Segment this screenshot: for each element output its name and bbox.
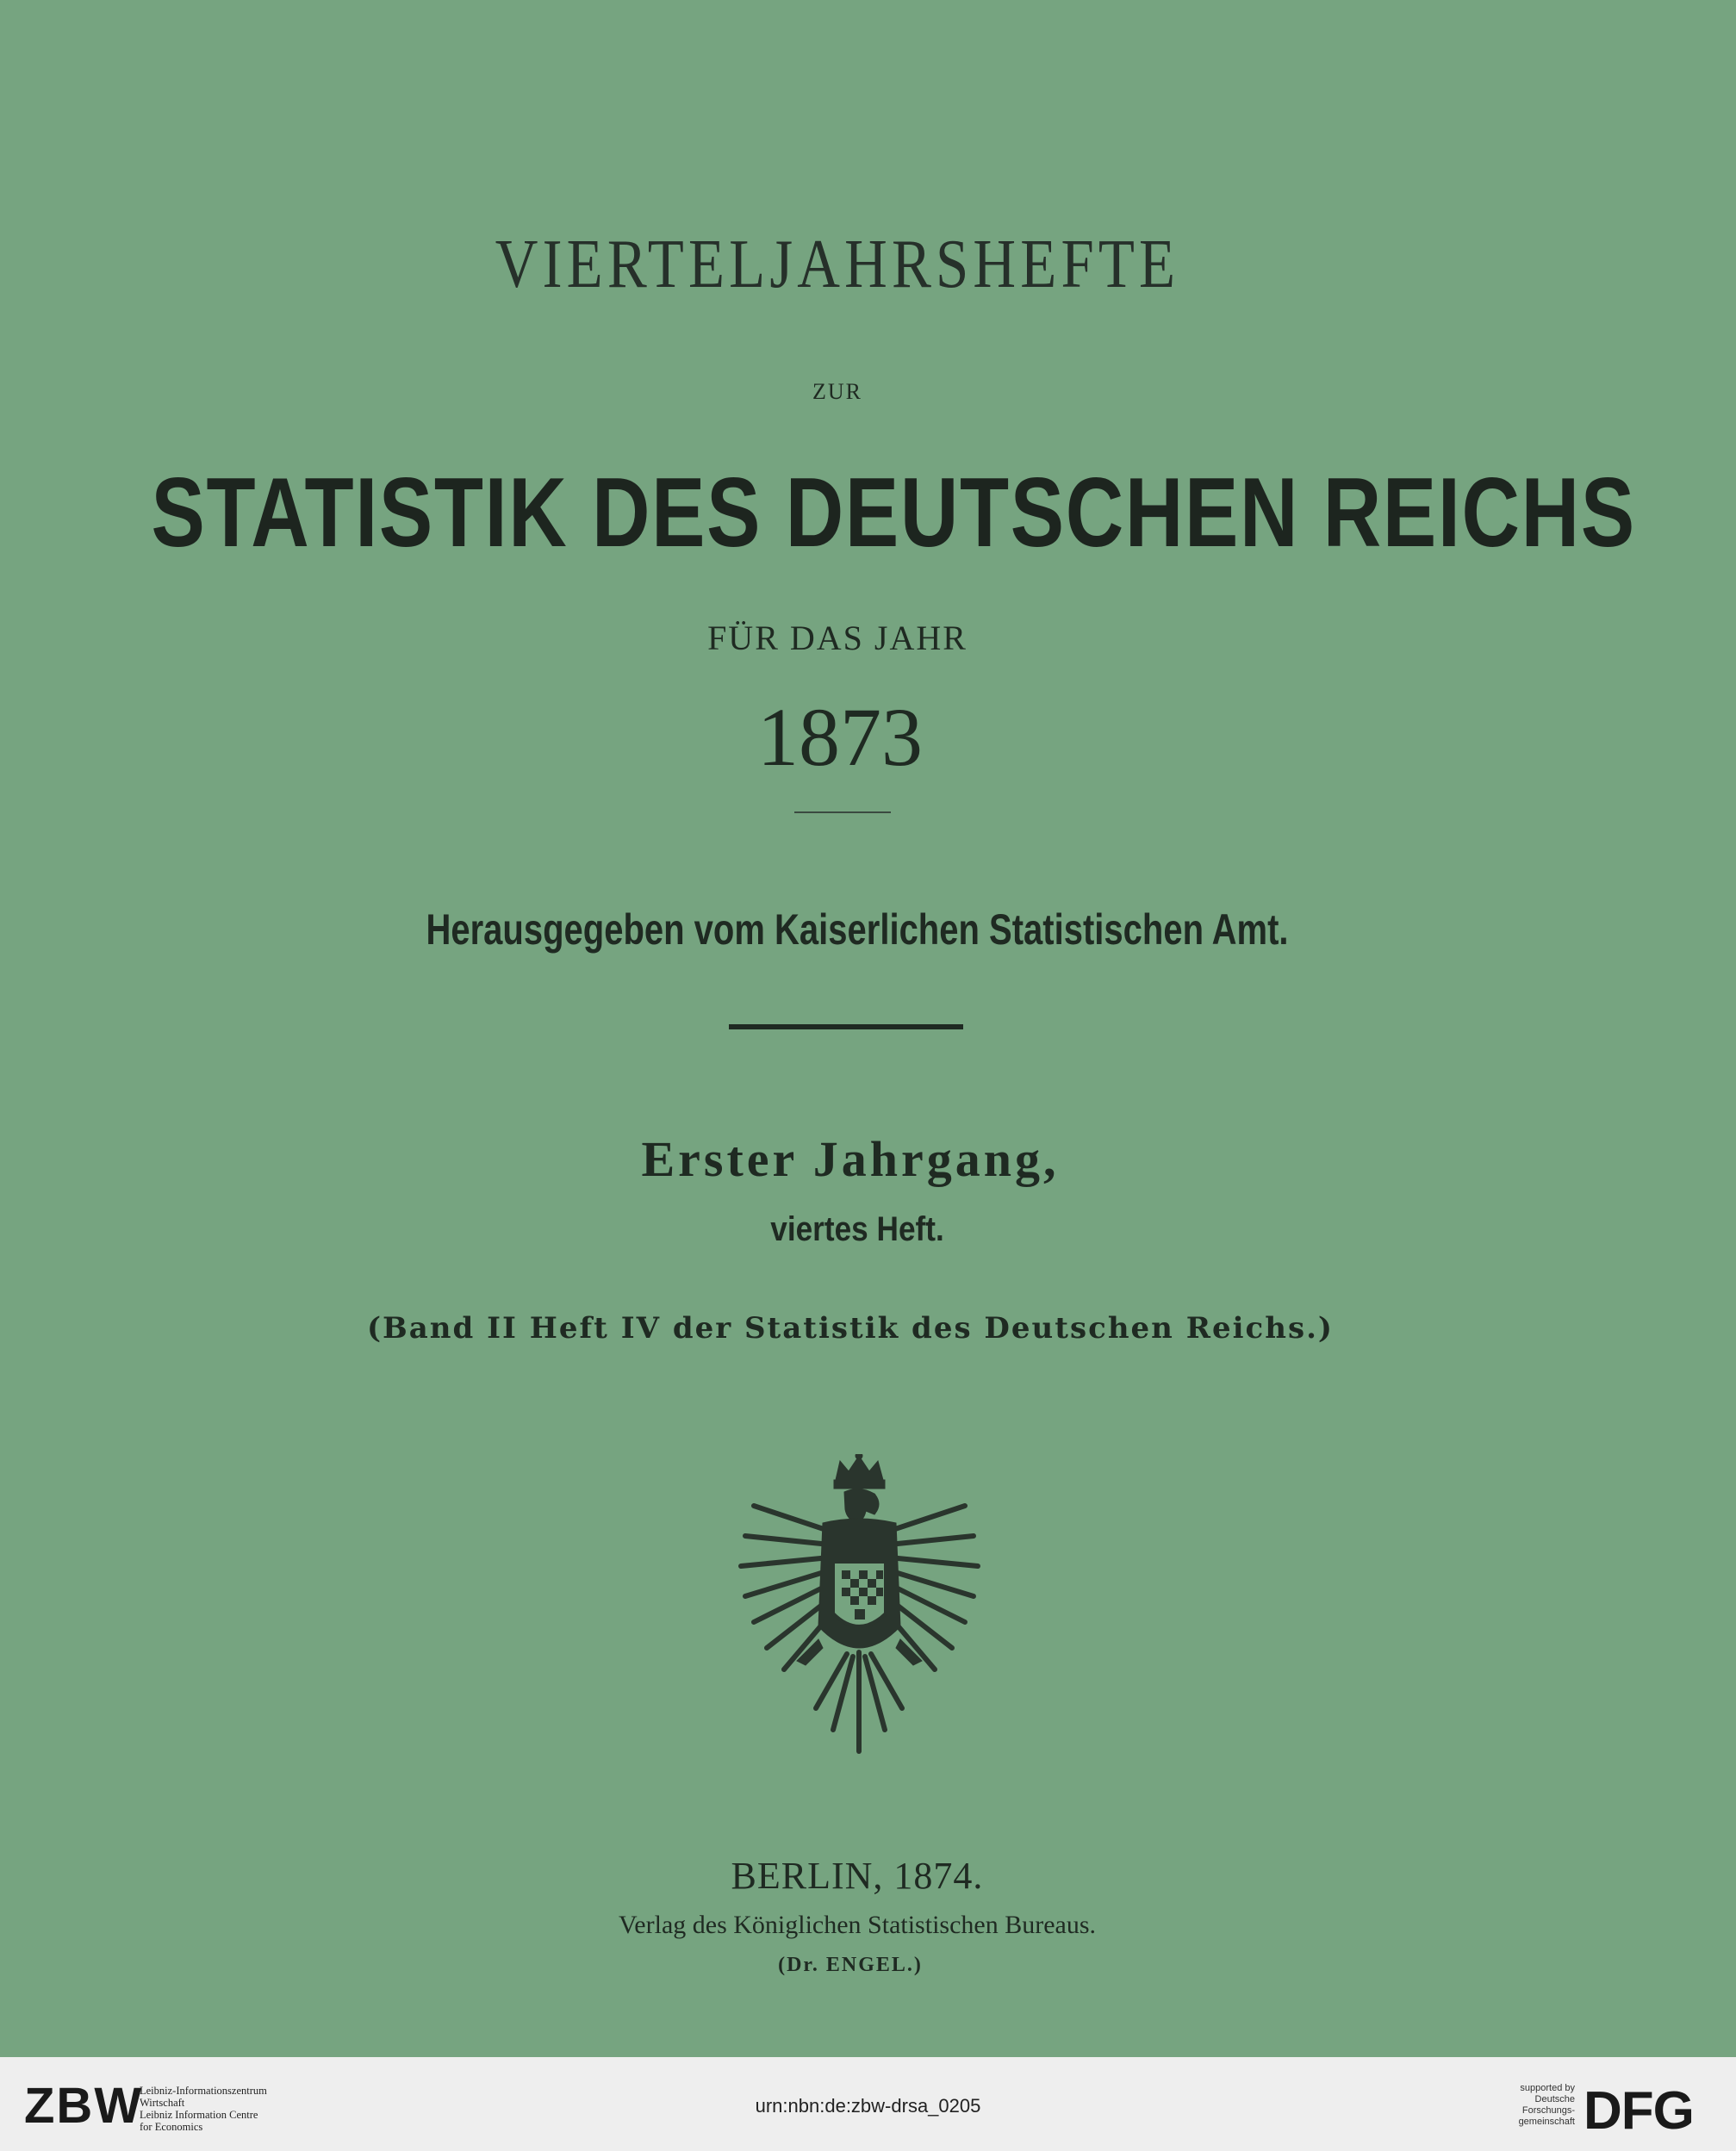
zbw-line: Leibniz-Informationszentrum [140,2085,267,2097]
support-line: supported by [1520,2083,1575,2093]
support-line: Forschungs- [1521,2105,1575,2116]
support-line: Deutsche [1534,2094,1575,2104]
series-title: VIERTELJAHRSHEFTE [495,227,1180,302]
publisher-line: Herausgegeben vom Kaiserlichen Statistischen Amt. [426,905,1289,954]
year: 1873 [757,691,923,783]
zbw-line: Wirtschaft [140,2097,185,2109]
zur-label: ZUR [812,379,862,404]
short-divider [794,811,891,813]
place-year: BERLIN, 1874. [731,1855,984,1897]
issue-number: viertes Heft. [770,1210,944,1248]
editor-name: (Dr. ENGEL.) [778,1954,923,1976]
volume-year: Erster Jahrgang, [641,1131,1060,1187]
urn-identifier[interactable]: urn:nbn:de:zbw-drsa_0205 [755,2095,981,2117]
year-label: FÜR DAS JAHR [707,619,968,657]
imperial-eagle-icon [737,1454,982,1769]
zbw-line: for Economics [140,2121,203,2133]
publisher-imprint: Verlag des Königlichen Statistischen Bureaus. [618,1911,1097,1939]
zbw-logo[interactable]: ZBW [24,2078,144,2134]
dfg-logo[interactable]: DFG [1584,2081,1694,2141]
thick-divider [729,1024,963,1029]
digitization-footer [0,2057,1736,2151]
dfg-support-text [1499,2083,1575,2128]
band-reference: (Band II Heft IV der Statistik des Deutschen Reichs.) [366,1311,1335,1346]
support-line: gemeinschaft [1518,2117,1575,2127]
main-title: STATISTIK DES DEUTSCHEN REICHS [151,458,1636,568]
zbw-line: Leibniz Information Centre [140,2109,258,2121]
